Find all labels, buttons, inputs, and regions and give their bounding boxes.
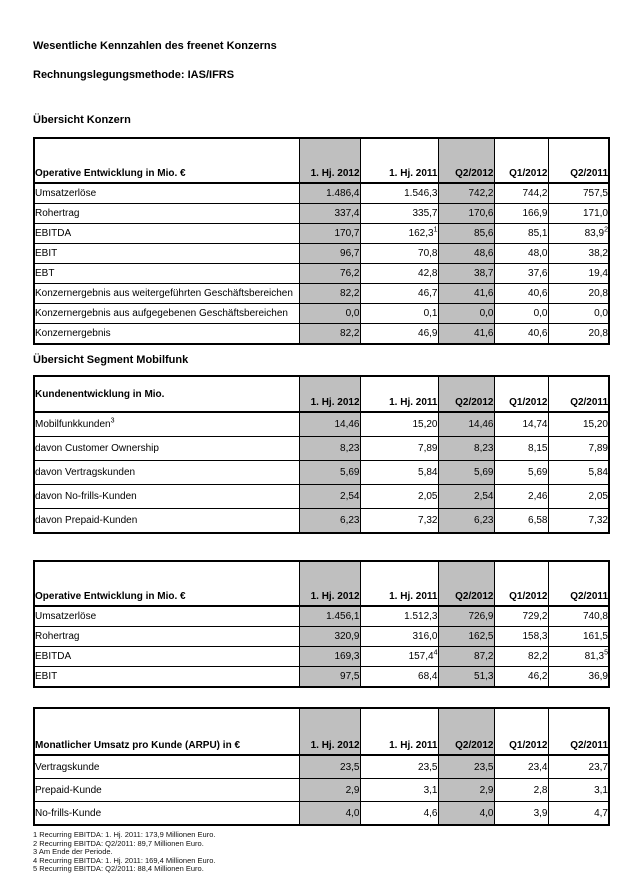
column-header: Q1/2012 — [494, 376, 548, 412]
footnote-marker: 4 — [433, 649, 438, 657]
value-cell: 166,9 — [494, 204, 548, 224]
value-cell: 5,69 — [494, 461, 548, 485]
value-cell: 15,20 — [360, 412, 438, 437]
footnote-line: 4 Recurring EBITDA: 1. Hj. 2011: 169,4 Millionen Euro. — [33, 855, 216, 865]
column-header: 1. Hj. 2011 — [360, 561, 438, 606]
value-cell: 85,1 — [494, 224, 548, 244]
table-row — [34, 627, 609, 647]
column-header: 1. Hj. 2011 — [360, 376, 438, 412]
value-cell: 5,84 — [548, 461, 609, 485]
column-header: 1. Hj. 2011 — [360, 708, 438, 755]
mobilfunk-operative-table-slot — [33, 560, 608, 688]
table-row — [34, 755, 609, 779]
row-label: Mobilfunkkunden$^3$ — [34, 412, 299, 437]
value-cell: 96,7 — [299, 244, 360, 264]
footnotes — [33, 831, 608, 874]
row-label: EBT — [34, 264, 299, 284]
value-cell: 23,5 — [360, 755, 438, 779]
column-header: Q1/2012 — [494, 708, 548, 755]
table-row — [34, 485, 609, 509]
value-cell: 97,5 — [299, 667, 360, 688]
value-cell: 2,46 — [494, 485, 548, 509]
table-row — [34, 509, 609, 534]
value-cell: 23,4 — [494, 755, 548, 779]
value-cell: 23,5 — [438, 755, 494, 779]
value-cell: 48,6 — [438, 244, 494, 264]
arpu-table-slot — [33, 707, 608, 826]
table-header-row — [34, 561, 609, 606]
value-cell: 3,1 — [548, 779, 609, 802]
footnote-line: 3 Am Ende der Periode. — [33, 847, 113, 856]
value-cell: 0,0 — [438, 304, 494, 324]
column-header: Q2/2012 — [438, 561, 494, 606]
column-header: 1. Hj. 2012 — [299, 138, 360, 183]
row-label: EBIT — [34, 667, 299, 688]
value-cell: 2,8 — [494, 779, 548, 802]
table-row — [34, 437, 609, 461]
row-label: EBITDA — [34, 647, 299, 667]
value-cell: 23,5 — [299, 755, 360, 779]
mobilfunk-arpu-table — [33, 707, 610, 826]
value-cell: 87,2 — [438, 647, 494, 667]
value-cell: 46,9 — [360, 324, 438, 345]
value-cell: 0,1 — [360, 304, 438, 324]
value-cell: 14,46 — [299, 412, 360, 437]
value-cell: 37,6 — [494, 264, 548, 284]
column-header: 1. Hj. 2012 — [299, 376, 360, 412]
value-cell: 14,46 — [438, 412, 494, 437]
value-cell: 757,5 — [548, 183, 609, 204]
column-header: 1. Hj. 2011 — [360, 138, 438, 183]
value-cell: 0,0 — [548, 304, 609, 324]
value-cell: 2,54 — [438, 485, 494, 509]
row-label: davon Vertragskunden — [34, 461, 299, 485]
table-header-row — [34, 376, 609, 412]
value-cell: 40,6 — [494, 284, 548, 304]
value-cell: 171,0 — [548, 204, 609, 224]
value-cell: 46,7 — [360, 284, 438, 304]
footnote-line: 1 Recurring EBITDA: 1. Hj. 2011: 173,9 Millionen Euro. — [33, 830, 216, 839]
value-cell: 157,4$^4$ — [360, 647, 438, 667]
value-cell: 20,8 — [548, 284, 609, 304]
value-cell: 8,23 — [299, 437, 360, 461]
footnote-line: 2 Recurring EBITDA: Q2/2011: 89,7 Millionen Euro. — [33, 838, 204, 848]
value-cell: 1.456,1 — [299, 606, 360, 627]
value-cell: 170,7 — [299, 224, 360, 244]
column-header: Q2/2011 — [548, 138, 609, 183]
value-cell: 1.512,3 — [360, 606, 438, 627]
table-row — [34, 667, 609, 688]
section-heading-mobilfunk: Übersicht Segment Mobilfunk — [33, 354, 189, 366]
value-cell: 162,5 — [438, 627, 494, 647]
value-cell: 1.486,4 — [299, 183, 360, 204]
value-cell: 4,0 — [299, 802, 360, 826]
value-cell: 4,6 — [360, 802, 438, 826]
value-cell: 20,8 — [548, 324, 609, 345]
value-cell: 7,32 — [548, 509, 609, 534]
table-row — [34, 304, 609, 324]
column-header: 1. Hj. 2012 — [299, 708, 360, 755]
row-label: Prepaid-Kunde — [34, 779, 299, 802]
value-cell: 38,7 — [438, 264, 494, 284]
value-cell: 8,15 — [494, 437, 548, 461]
value-cell: 83,9$^2$ — [548, 224, 609, 244]
value-cell: 81,3$^5$ — [548, 647, 609, 667]
value-cell: 41,6 — [438, 284, 494, 304]
column-header: Q2/2012 — [438, 138, 494, 183]
column-header: Q1/2012 — [494, 138, 548, 183]
value-cell: 85,6 — [438, 224, 494, 244]
accounting-method-line: Rechnungslegungsmethode: IAS/IFRS — [33, 69, 235, 81]
table-row — [34, 183, 609, 204]
footnote-marker: 1 — [433, 226, 438, 234]
value-cell: 82,2 — [299, 324, 360, 345]
value-cell: 335,7 — [360, 204, 438, 224]
table-row — [34, 802, 609, 826]
footnote-marker: 2 — [604, 226, 608, 234]
value-cell: 320,9 — [299, 627, 360, 647]
value-cell: 158,3 — [494, 627, 548, 647]
column-header: Q2/2011 — [548, 708, 609, 755]
table-row — [34, 264, 609, 284]
value-cell: 5,84 — [360, 461, 438, 485]
value-cell: 2,9 — [299, 779, 360, 802]
value-cell: 76,2 — [299, 264, 360, 284]
footnote-line: 5 Recurring EBITDA: Q2/2011: 88,4 Millionen Euro. — [33, 864, 204, 873]
column-header: Q1/2012 — [494, 561, 548, 606]
value-cell: 1.546,3 — [360, 183, 438, 204]
table-row — [34, 224, 609, 244]
value-cell: 14,74 — [494, 412, 548, 437]
value-cell: 82,2 — [299, 284, 360, 304]
value-cell: 5,69 — [299, 461, 360, 485]
value-cell: 7,89 — [360, 437, 438, 461]
row-label: davon No-frills-Kunden — [34, 485, 299, 509]
table-row — [34, 779, 609, 802]
row-label: Konzernergebnis — [34, 324, 299, 345]
value-cell: 6,23 — [299, 509, 360, 534]
value-cell: 170,6 — [438, 204, 494, 224]
value-cell: 6,23 — [438, 509, 494, 534]
value-cell: 19,4 — [548, 264, 609, 284]
value-cell: 2,05 — [548, 485, 609, 509]
row-label: EBIT — [34, 244, 299, 264]
row-label: EBITDA — [34, 224, 299, 244]
column-header: Q2/2011 — [548, 561, 609, 606]
table-title-cell: Kundenentwicklung in Mio. — [34, 376, 299, 412]
value-cell: 38,2 — [548, 244, 609, 264]
value-cell: 742,2 — [438, 183, 494, 204]
value-cell: 40,6 — [494, 324, 548, 345]
row-label: Umsatzerlöse — [34, 183, 299, 204]
konzern-table-slot — [33, 137, 608, 345]
value-cell: 15,20 — [548, 412, 609, 437]
mobilfunk-kundenentwicklung-table — [33, 375, 610, 534]
table-title-cell: Operative Entwicklung in Mio. € — [34, 561, 299, 606]
value-cell: 51,3 — [438, 667, 494, 688]
row-label: No-frills-Kunde — [34, 802, 299, 826]
value-cell: 161,5 — [548, 627, 609, 647]
value-cell: 337,4 — [299, 204, 360, 224]
value-cell: 0,0 — [494, 304, 548, 324]
value-cell: 48,0 — [494, 244, 548, 264]
value-cell: 8,23 — [438, 437, 494, 461]
value-cell: 3,9 — [494, 802, 548, 826]
table-header-row — [34, 708, 609, 755]
row-label: Vertragskunde — [34, 755, 299, 779]
table-row — [34, 461, 609, 485]
column-header: Q2/2011 — [548, 376, 609, 412]
value-cell: 3,1 — [360, 779, 438, 802]
value-cell: 316,0 — [360, 627, 438, 647]
value-cell: 729,2 — [494, 606, 548, 627]
value-cell: 68,4 — [360, 667, 438, 688]
value-cell: 740,8 — [548, 606, 609, 627]
section-heading-konzern: Übersicht Konzern — [33, 114, 131, 126]
table-row — [34, 244, 609, 264]
value-cell: 2,05 — [360, 485, 438, 509]
value-cell: 82,2 — [494, 647, 548, 667]
value-cell: 4,7 — [548, 802, 609, 826]
value-cell: 744,2 — [494, 183, 548, 204]
table-row — [34, 284, 609, 304]
value-cell: 70,8 — [360, 244, 438, 264]
row-label: Umsatzerlöse — [34, 606, 299, 627]
document-title: Wesentliche Kennzahlen des freenet Konzerns — [33, 40, 277, 52]
footnote-marker: 5 — [604, 649, 608, 657]
table-row — [34, 647, 609, 667]
row-label: Rohertrag — [34, 204, 299, 224]
table-title-cell: Monatlicher Umsatz pro Kunde (ARPU) in € — [34, 708, 299, 755]
row-label: davon Customer Ownership — [34, 437, 299, 461]
value-cell: 46,2 — [494, 667, 548, 688]
table-header-row — [34, 138, 609, 183]
table-row — [34, 606, 609, 627]
value-cell: 0,0 — [299, 304, 360, 324]
row-label: Konzernergebnis aus weitergeführten Geschäftsbereichen — [34, 284, 299, 304]
value-cell: 7,89 — [548, 437, 609, 461]
kunden-table-slot — [33, 375, 608, 534]
column-header: 1. Hj. 2012 — [299, 561, 360, 606]
value-cell: 36,9 — [548, 667, 609, 688]
mobilfunk-operative-entwicklung-table — [33, 560, 610, 688]
value-cell: 41,6 — [438, 324, 494, 345]
row-label: Konzernergebnis aus aufgegebenen Geschäftsbereichen — [34, 304, 299, 324]
table-title-cell: Operative Entwicklung in Mio. € — [34, 138, 299, 183]
value-cell: 726,9 — [438, 606, 494, 627]
value-cell: 5,69 — [438, 461, 494, 485]
table-row — [34, 324, 609, 345]
value-cell: 169,3 — [299, 647, 360, 667]
column-header: Q2/2012 — [438, 376, 494, 412]
value-cell: 162,3$^1$ — [360, 224, 438, 244]
value-cell: 7,32 — [360, 509, 438, 534]
table-row — [34, 412, 609, 437]
konzern-operative-entwicklung-table — [33, 137, 610, 345]
value-cell: 4,0 — [438, 802, 494, 826]
table-row — [34, 204, 609, 224]
column-header: Q2/2012 — [438, 708, 494, 755]
value-cell: 42,8 — [360, 264, 438, 284]
value-cell: 6,58 — [494, 509, 548, 534]
value-cell: 2,54 — [299, 485, 360, 509]
row-label: Rohertrag — [34, 627, 299, 647]
value-cell: 23,7 — [548, 755, 609, 779]
footnote-marker: 3 — [110, 417, 115, 425]
row-label: davon Prepaid-Kunden — [34, 509, 299, 534]
value-cell: 2,9 — [438, 779, 494, 802]
